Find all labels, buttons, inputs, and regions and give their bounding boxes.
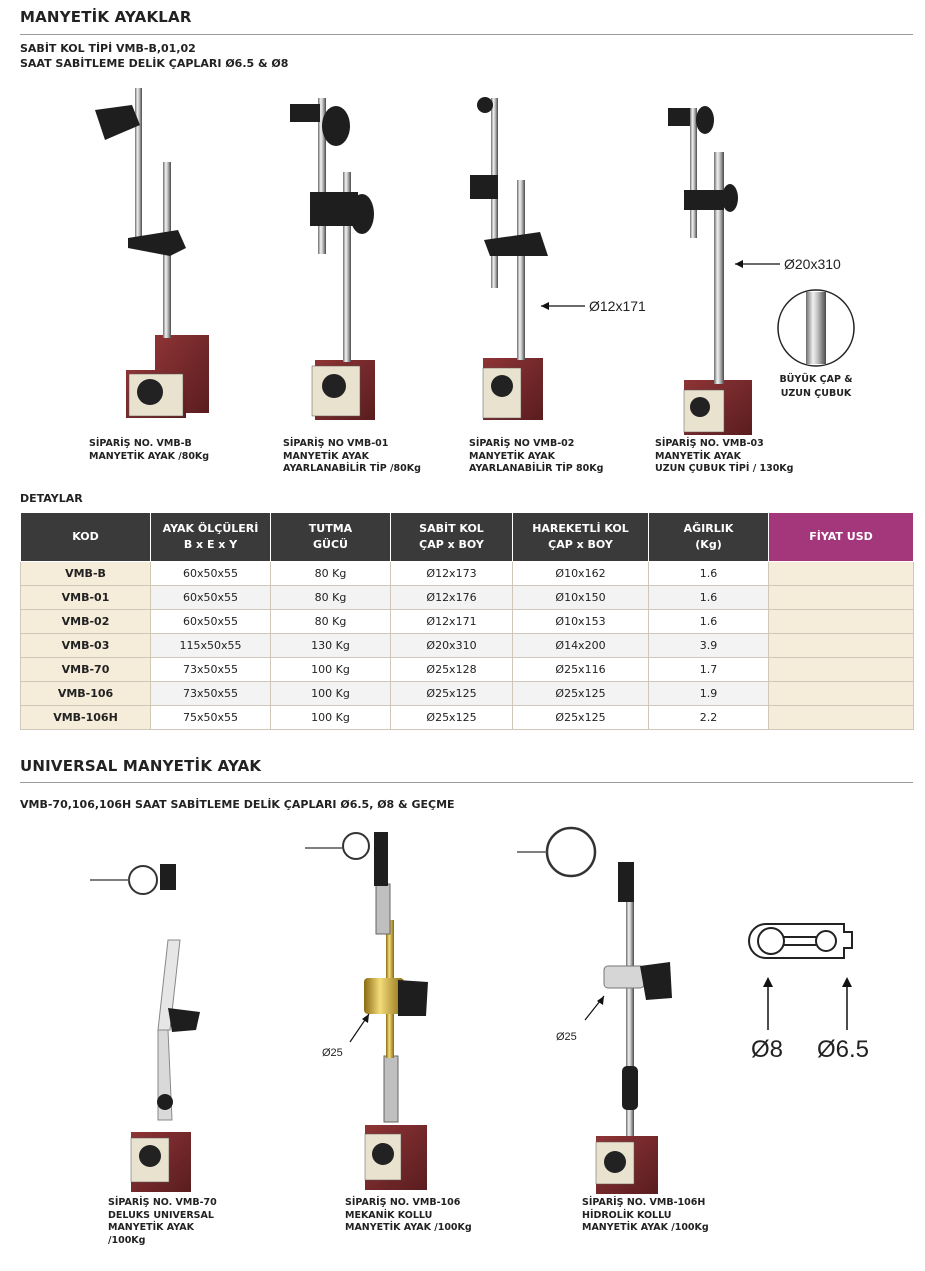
big-rod-line-2: UZUN ÇUBUK	[780, 388, 852, 399]
cell-fiyat	[769, 586, 914, 610]
cell-kod: VMB-106	[21, 682, 151, 706]
cell-fiyat	[769, 682, 914, 706]
caption-line: AYARLANABİLİR TİP /80Kg	[283, 463, 421, 474]
cell-tutma: 100 Kg	[271, 706, 391, 730]
cell-hareketli: Ø10x162	[513, 562, 649, 586]
hole-diagram	[749, 924, 852, 1030]
cell-kod: VMB-70	[21, 658, 151, 682]
cell-olcu: 73x50x55	[151, 658, 271, 682]
cell-sabit: Ø12x173	[391, 562, 513, 586]
big-rod-note	[760, 373, 872, 401]
header-text: B x E x Y	[183, 538, 238, 551]
header-agirlik	[649, 513, 769, 562]
table-row	[21, 706, 914, 730]
cell-kod: VMB-106H	[21, 706, 151, 730]
cell-agirlik: 1.6	[649, 586, 769, 610]
caption-vmb-01	[283, 438, 421, 476]
cell-kod: VMB-02	[21, 610, 151, 634]
cell-olcu: 60x50x55	[151, 610, 271, 634]
header-text: AYAK ÖLÇÜLERİ	[162, 522, 259, 535]
vmb-b-stand	[95, 88, 209, 418]
hole-8-label: Ø8	[751, 1036, 784, 1063]
caption-line: HİDROLİK KOLLU	[582, 1209, 672, 1221]
header-text: ÇAP x BOY	[419, 538, 484, 551]
caption-line: MANYETİK AYAK	[655, 450, 741, 462]
table-row	[21, 610, 914, 634]
caption-line: MANYETİK AYAK	[469, 450, 555, 462]
subtitle-line-2: SAAT SABİTLEME DELİK ÇAPLARI Ø6.5 & Ø8	[20, 57, 289, 70]
table-row	[21, 658, 914, 682]
header-text: KOD	[72, 530, 99, 543]
hole-65-label: Ø6.5	[817, 1036, 870, 1063]
caption-line: DELUKS UNIVERSAL	[108, 1209, 214, 1221]
vmb-70-stand	[90, 864, 200, 1192]
cell-olcu: 73x50x55	[151, 682, 271, 706]
caption-vmb-02	[469, 438, 603, 476]
caption-vmb-106h	[582, 1197, 709, 1235]
table-row	[21, 634, 914, 658]
caption-line: MANYETİK AYAK /80Kg	[89, 450, 210, 462]
cell-olcu: 60x50x55	[151, 562, 271, 586]
section-title-universal: UNIVERSAL MANYETİK AYAK	[20, 757, 262, 775]
table-row	[21, 586, 914, 610]
divider	[20, 782, 913, 783]
cell-fiyat	[769, 634, 914, 658]
cell-sabit: Ø12x171	[391, 610, 513, 634]
cell-sabit: Ø12x176	[391, 586, 513, 610]
cell-tutma: 80 Kg	[271, 610, 391, 634]
caption-vmb-70	[108, 1197, 217, 1247]
cell-tutma: 80 Kg	[271, 562, 391, 586]
d25-annotation-b: Ø25	[556, 1031, 577, 1043]
cell-hareketli: Ø10x150	[513, 586, 649, 610]
cell-agirlik: 3.9	[649, 634, 769, 658]
cell-olcu: 60x50x55	[151, 586, 271, 610]
cell-tutma: 100 Kg	[271, 658, 391, 682]
section-subtitle	[20, 41, 288, 71]
vmb-106-stand	[305, 832, 428, 1190]
details-title: DETAYLAR	[20, 492, 83, 505]
vmb-01-stand	[290, 98, 375, 420]
cell-sabit: Ø25x125	[391, 706, 513, 730]
cell-agirlik: 1.6	[649, 562, 769, 586]
divider	[20, 34, 913, 35]
header-text: HAREKETLİ KOL	[532, 522, 629, 535]
caption-line: SİPARİŞ NO. VMB-106H	[582, 1197, 706, 1208]
table-row	[21, 682, 914, 706]
caption-vmb-b	[89, 438, 209, 463]
header-text: GÜCÜ	[313, 538, 348, 551]
header-hareketli	[513, 513, 649, 562]
bottom-products-illustration	[0, 820, 925, 1200]
cell-hareketli: Ø25x125	[513, 682, 649, 706]
cell-hareketli: Ø10x153	[513, 610, 649, 634]
caption-line: /100Kg	[108, 1234, 146, 1246]
caption-line: AYARLANABİLİR TİP 80Kg	[469, 463, 604, 474]
header-sabit	[391, 513, 513, 562]
cell-fiyat	[769, 706, 914, 730]
header-text: FİYAT USD	[809, 530, 873, 543]
cell-sabit: Ø25x128	[391, 658, 513, 682]
caption-line: SİPARİŞ NO. VMB-106	[345, 1197, 461, 1208]
cell-agirlik: 1.7	[649, 658, 769, 682]
caption-line: SİPARİŞ NO. VMB-70	[108, 1197, 217, 1208]
caption-vmb-106	[345, 1197, 472, 1235]
cell-olcu: 115x50x55	[151, 634, 271, 658]
header-tutma	[271, 513, 391, 562]
section-title-manyetik-ayaklar: MANYETİK AYAKLAR	[20, 8, 192, 26]
d25-annotation-a: Ø25	[322, 1047, 343, 1059]
cell-fiyat	[769, 658, 914, 682]
caption-line: SİPARİŞ NO VMB-01	[283, 438, 389, 449]
cell-agirlik: 2.2	[649, 706, 769, 730]
cell-agirlik: 1.6	[649, 610, 769, 634]
big-rod-line-1: BÜYÜK ÇAP &	[779, 374, 853, 385]
cell-kod: VMB-B	[21, 562, 151, 586]
header-text: (Kg)	[695, 538, 722, 551]
rod-annotation-20x310: Ø20x310	[784, 256, 841, 272]
subtitle-line-1: SABİT KOL TİPİ VMB-B,01,02	[20, 42, 196, 55]
header-text: AĞIRLIK	[683, 522, 734, 535]
cell-fiyat	[769, 610, 914, 634]
caption-line: MEKANİK KOLLU	[345, 1209, 433, 1221]
caption-line: SİPARİŞ NO VMB-02	[469, 438, 575, 449]
details-table	[20, 512, 914, 730]
caption-line: MANYETİK AYAK	[108, 1222, 194, 1233]
cell-hareketli: Ø25x125	[513, 706, 649, 730]
cell-tutma: 130 Kg	[271, 634, 391, 658]
header-fiyat	[769, 513, 914, 562]
header-text: TUTMA	[308, 522, 353, 535]
vmb-02-stand	[470, 97, 585, 420]
caption-line: SİPARİŞ NO. VMB-B	[89, 438, 192, 449]
cell-olcu: 75x50x55	[151, 706, 271, 730]
cell-agirlik: 1.9	[649, 682, 769, 706]
caption-line: MANYETİK AYAK /100Kg	[345, 1222, 472, 1233]
caption-line: MANYETİK AYAK	[283, 450, 369, 462]
table-row	[21, 562, 914, 586]
vmb-106h-stand	[517, 828, 672, 1194]
cell-hareketli: Ø25x116	[513, 658, 649, 682]
header-text: ÇAP x BOY	[548, 538, 613, 551]
section2-subtitle: VMB-70,106,106H SAAT SABİTLEME DELİK ÇAPLARI Ø6.5, Ø8 & GEÇME	[20, 798, 455, 811]
cell-kod: VMB-03	[21, 634, 151, 658]
cell-kod: VMB-01	[21, 586, 151, 610]
caption-line: SİPARİŞ NO. VMB-03	[655, 438, 764, 449]
header-text: SABİT KOL	[419, 522, 484, 535]
header-olcu	[151, 513, 271, 562]
cell-sabit: Ø20x310	[391, 634, 513, 658]
cell-tutma: 100 Kg	[271, 682, 391, 706]
cell-fiyat	[769, 562, 914, 586]
caption-line: UZUN ÇUBUK TİPİ / 130Kg	[655, 463, 794, 474]
cell-tutma: 80 Kg	[271, 586, 391, 610]
caption-line: MANYETİK AYAK /100Kg	[582, 1222, 709, 1233]
cell-sabit: Ø25x125	[391, 682, 513, 706]
table-header-row	[21, 513, 914, 562]
caption-vmb-03	[655, 438, 793, 476]
header-kod	[21, 513, 151, 562]
rod-annotation-12x171: Ø12x171	[589, 298, 646, 314]
cell-hareketli: Ø14x200	[513, 634, 649, 658]
